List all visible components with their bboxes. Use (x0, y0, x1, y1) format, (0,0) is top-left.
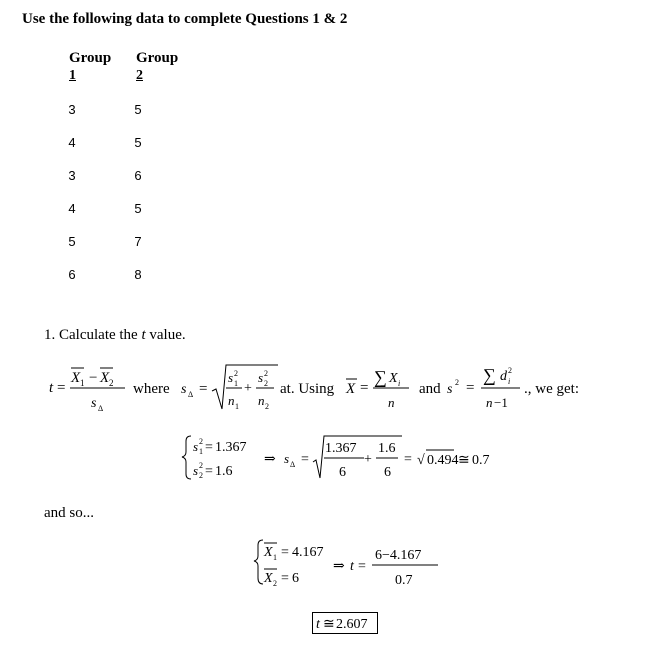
final-answer-value: 2.607 (336, 617, 368, 632)
group-2-label: Group (136, 50, 179, 66)
svg-text:+: + (364, 452, 372, 467)
svg-text:=: = (466, 380, 475, 396)
svg-text:s: s (91, 396, 97, 411)
svg-text:X: X (264, 545, 273, 560)
group-2-header (136, 49, 178, 85)
table-cell: 6 (68, 267, 76, 282)
svg-text:t: t (49, 380, 54, 396)
table-cell: 3 (68, 168, 76, 183)
s1-sq-frac: 1.367 (325, 441, 357, 456)
svg-text:X: X (264, 571, 273, 586)
table-cell: 8 (134, 267, 142, 282)
svg-text:√: √ (417, 453, 425, 468)
at-using-text: at. Using (280, 381, 335, 397)
svg-text:=: = (301, 452, 309, 467)
t-formula-line (0, 355, 654, 415)
svg-text:⇒: ⇒ (333, 559, 345, 574)
svg-text:=: = (57, 380, 66, 396)
svg-text:2: 2 (265, 402, 269, 411)
we-get-text: ., we get: (524, 381, 579, 397)
svg-text:s: s (447, 382, 453, 397)
svg-text:1: 1 (80, 378, 85, 388)
question-1-suffix: value. (145, 327, 186, 343)
variance-values-line (0, 430, 654, 490)
svg-text:=: = (360, 380, 369, 396)
svg-text:d: d (500, 369, 507, 384)
svg-text:−: − (89, 370, 98, 386)
and-so-text: and so... (44, 505, 94, 521)
question-1-prefix: 1. Calculate the (44, 327, 142, 343)
svg-text:=: = (281, 545, 289, 560)
table-cell: 5 (134, 201, 142, 216)
page-heading: Use the following data to complete Questions 1 & 2 (22, 11, 348, 27)
svg-text:X: X (100, 370, 110, 386)
approx-result: 0.7 (472, 453, 490, 468)
group-1-header (69, 49, 111, 85)
t-numerator: 6−4.167 (375, 548, 422, 563)
svg-text:Δ: Δ (188, 390, 194, 399)
table-cell: 4 (68, 135, 76, 150)
svg-text:Δ: Δ (290, 460, 296, 469)
question-1-var: t (141, 327, 146, 343)
svg-text:=: = (281, 571, 289, 586)
sqrt-result: 0.494 (427, 453, 459, 468)
svg-text:1: 1 (199, 447, 203, 456)
question-1 (44, 327, 186, 344)
svg-text:≅: ≅ (323, 617, 335, 632)
svg-text:X: X (346, 381, 356, 397)
svg-text:∑: ∑ (374, 367, 387, 387)
svg-text:2: 2 (264, 379, 268, 388)
svg-text:⇒: ⇒ (264, 452, 276, 467)
svg-text:s: s (193, 439, 199, 454)
svg-text:2: 2 (455, 378, 459, 387)
table-cell: 5 (68, 234, 76, 249)
means-line (0, 532, 654, 598)
svg-text:s: s (284, 451, 290, 466)
svg-text:2: 2 (199, 461, 203, 470)
svg-text:i: i (398, 379, 401, 388)
s1-sq-value: 1.367 (215, 440, 247, 455)
svg-text:=: = (205, 464, 213, 479)
svg-text:s: s (258, 370, 264, 385)
svg-text:Δ: Δ (98, 404, 104, 413)
s2-sq-frac: 1.6 (378, 441, 396, 456)
svg-text:1: 1 (273, 553, 277, 562)
svg-text:2: 2 (109, 378, 114, 388)
svg-text:=: = (205, 440, 213, 455)
svg-text:2: 2 (199, 437, 203, 446)
svg-text:n: n (258, 393, 265, 408)
table-cell: 6 (134, 168, 142, 183)
where-text: where (133, 381, 170, 397)
svg-text:2: 2 (234, 369, 238, 378)
t-denominator: 0.7 (395, 573, 413, 588)
group-1-label: Group (69, 50, 112, 66)
table-cell: 5 (134, 102, 142, 117)
svg-text:n: n (388, 395, 395, 410)
svg-text:=: = (404, 452, 412, 467)
table-cell: 7 (134, 234, 142, 249)
group-2-number: 2 (136, 68, 143, 83)
svg-text:t: t (316, 617, 320, 632)
svg-text:2: 2 (273, 579, 277, 588)
and-text: and (419, 381, 441, 397)
final-answer (312, 612, 378, 634)
svg-text:1: 1 (234, 379, 238, 388)
svg-text:X: X (389, 371, 398, 386)
svg-text:t: t (350, 559, 354, 574)
svg-text:s: s (193, 463, 199, 478)
svg-text:1: 1 (235, 402, 239, 411)
svg-text:X: X (71, 370, 81, 386)
svg-text:2: 2 (508, 366, 512, 375)
s2-sq-value: 1.6 (215, 464, 233, 479)
svg-text:s: s (181, 382, 187, 397)
svg-text:≅: ≅ (458, 453, 470, 468)
svg-text:−1: −1 (494, 395, 508, 410)
svg-text:n: n (228, 393, 235, 408)
svg-text:n: n (486, 395, 493, 410)
svg-text:=: = (358, 559, 366, 574)
n-value-1: 6 (339, 465, 346, 480)
table-cell: 4 (68, 201, 76, 216)
svg-text:s: s (228, 370, 234, 385)
table-cell: 3 (68, 102, 76, 117)
x1-bar-value: 4.167 (292, 545, 324, 560)
svg-text:∑: ∑ (483, 365, 496, 385)
group-1-number: 1 (69, 68, 76, 83)
svg-text:+: + (244, 381, 252, 396)
svg-text:i: i (508, 377, 511, 386)
table-cell: 5 (134, 135, 142, 150)
x2-bar-value: 6 (292, 571, 299, 586)
n-value-2: 6 (384, 465, 391, 480)
svg-text:2: 2 (199, 471, 203, 480)
svg-text:2: 2 (264, 369, 268, 378)
svg-text:=: = (199, 381, 208, 397)
